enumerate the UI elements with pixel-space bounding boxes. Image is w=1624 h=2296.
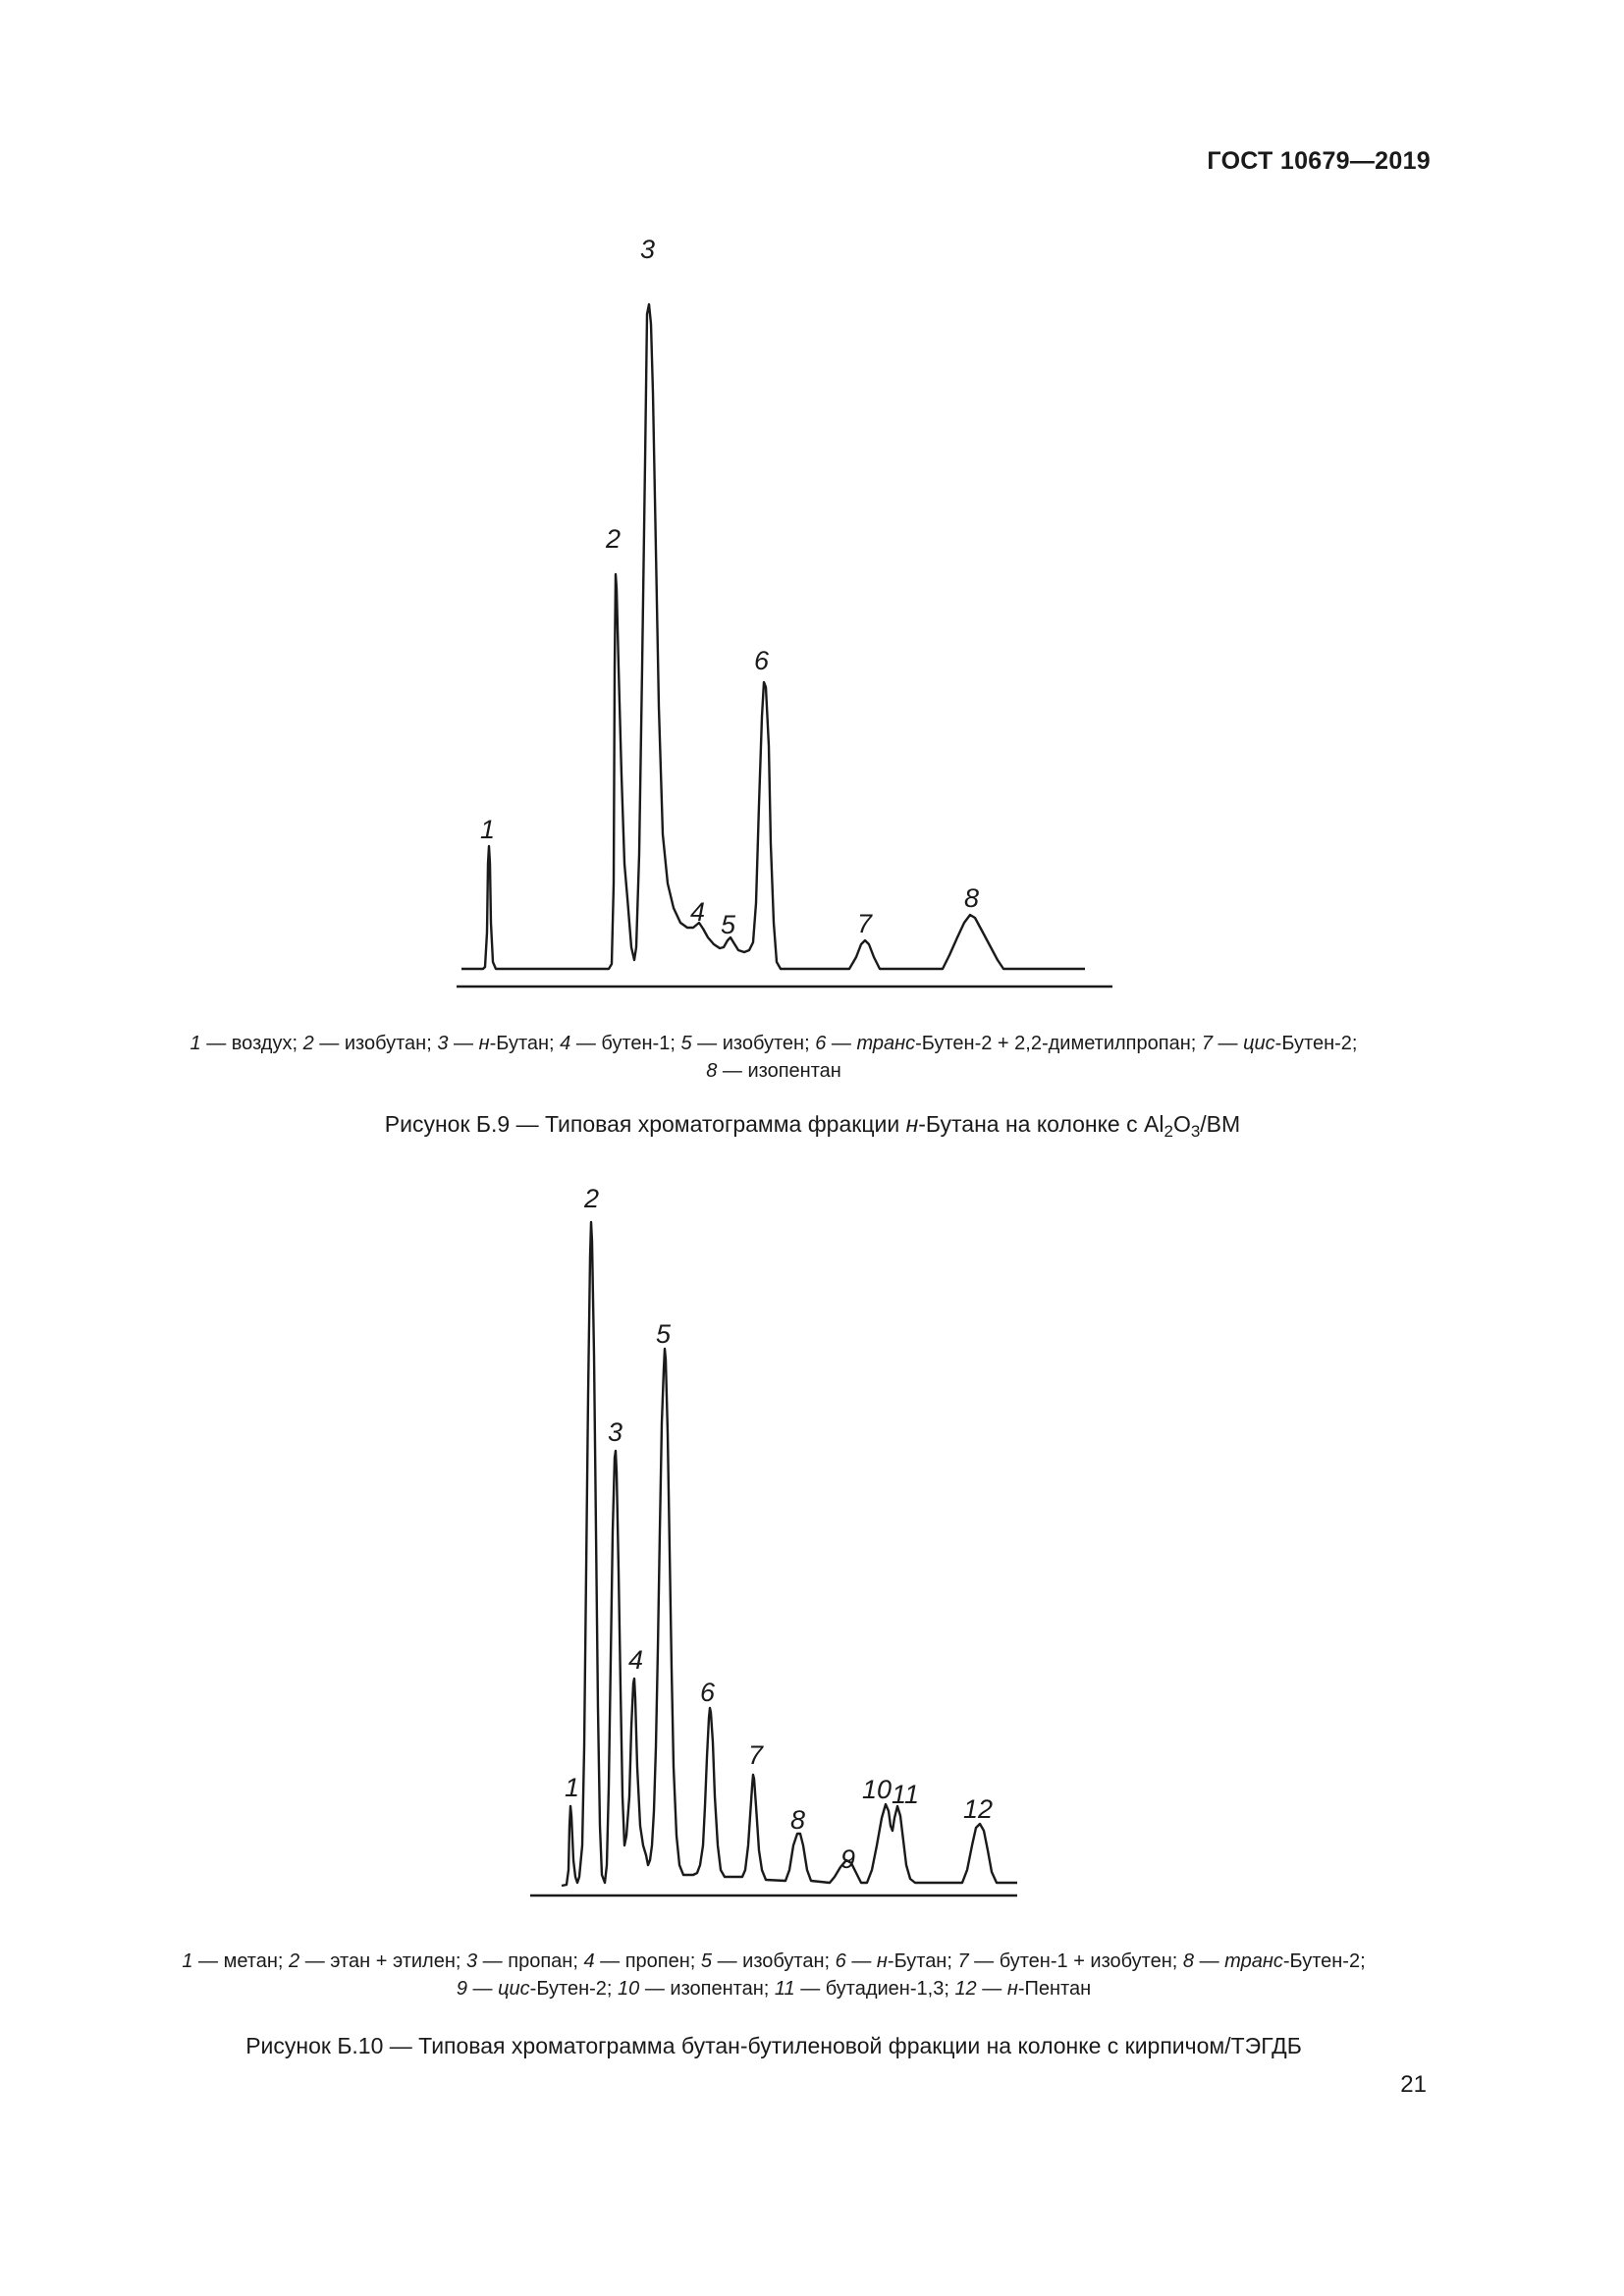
peak-label-7: 7 (748, 1740, 764, 1770)
legend-entry: 1 — воздух; (189, 1033, 298, 1054)
peak-label-3: 3 (640, 235, 656, 264)
chromatogram-figure-b9 (0, 216, 1624, 1001)
peak-label-4: 4 (690, 897, 706, 927)
peak-label-5: 5 (656, 1319, 672, 1349)
peak-label-11: 11 (892, 1780, 920, 1809)
legend-entry: 4 — пропен; (583, 1950, 696, 1972)
peak-label-10: 10 (862, 1775, 893, 1804)
legend-entry: 3 — н-Бутан; (437, 1033, 555, 1054)
legend-entry: 8 — изопентан (706, 1060, 841, 1082)
chromatogram-figure-b10 (0, 1173, 1624, 1934)
legend-entry: 2 — изобутан; (302, 1033, 432, 1054)
peak-label-1: 1 (480, 815, 496, 844)
legend-entry: 10 — изопентан; (618, 1978, 770, 2000)
peak-label-7: 7 (857, 909, 873, 938)
peak-label-1: 1 (565, 1773, 580, 1802)
figure-b9-caption: Рисунок Б.9 — Типовая хроматограмма фракции н-Бутана на колонке с $Al_2O_3/ВМ$ (384, 1111, 1241, 1141)
legend-entry: 7 — цис-Бутен-2; (1201, 1033, 1358, 1054)
peak-label-6: 6 (754, 646, 770, 675)
legend-line (108, 1948, 1439, 1975)
legend-entry: 5 — изобутан; (700, 1950, 831, 1972)
legend-entry: 3 — пропан; (466, 1950, 578, 1972)
legend-entry: 6 — н-Бутан; (835, 1950, 952, 1972)
peak-label-12: 12 (963, 1794, 994, 1824)
peak-label-2: 2 (606, 524, 622, 554)
legend-line (108, 1057, 1439, 1085)
figure-b10-caption: Рисунок Б.10 — Типовая хроматограмма бутан-бутиленовой фракции на колонке с кирпичом/ТЭГДБ (245, 2033, 1302, 2058)
legend-entry: 4 — бутен-1; (560, 1033, 676, 1054)
peak-label-4: 4 (628, 1645, 644, 1675)
legend-line (108, 1975, 1439, 2002)
legend-entry: 11 — бутадиен-1,3; (774, 1978, 949, 2000)
legend-entry: 5 — изобутен; (680, 1033, 810, 1054)
legend-entry: 8 — транс-Бутен-2; (1182, 1950, 1366, 1972)
figure-b10-legend (108, 1948, 1439, 2002)
peak-label-9: 9 (840, 1844, 856, 1874)
legend-entry: 1 — метан; (182, 1950, 284, 1972)
figure-b9-legend (108, 1030, 1439, 1085)
peak-label-8: 8 (964, 883, 980, 913)
legend-entry: 7 — бутен-1 + изобутен; (957, 1950, 1178, 1972)
peak-label-2: 2 (584, 1184, 600, 1213)
legend-entry: 6 — транс-Бутен-2 + 2,2-диметилпропан; (815, 1033, 1197, 1054)
legend-line (108, 1030, 1439, 1057)
peak-label-5: 5 (721, 910, 736, 939)
legend-entry: 9 — цис-Бутен-2; (456, 1978, 613, 2000)
peak-label-8: 8 (790, 1805, 806, 1835)
chromatogram-trace (461, 304, 1085, 969)
chromatogram-trace (562, 1222, 1017, 1886)
document-code: ГОСТ 10679—2019 (1207, 147, 1431, 175)
legend-entry: 12 — н-Пентан (954, 1978, 1092, 2000)
peak-label-3: 3 (608, 1417, 623, 1447)
legend-entry: 2 — этан + этилен; (289, 1950, 461, 1972)
page-number: 21 (1400, 2071, 1427, 2098)
peak-label-6: 6 (700, 1678, 716, 1707)
